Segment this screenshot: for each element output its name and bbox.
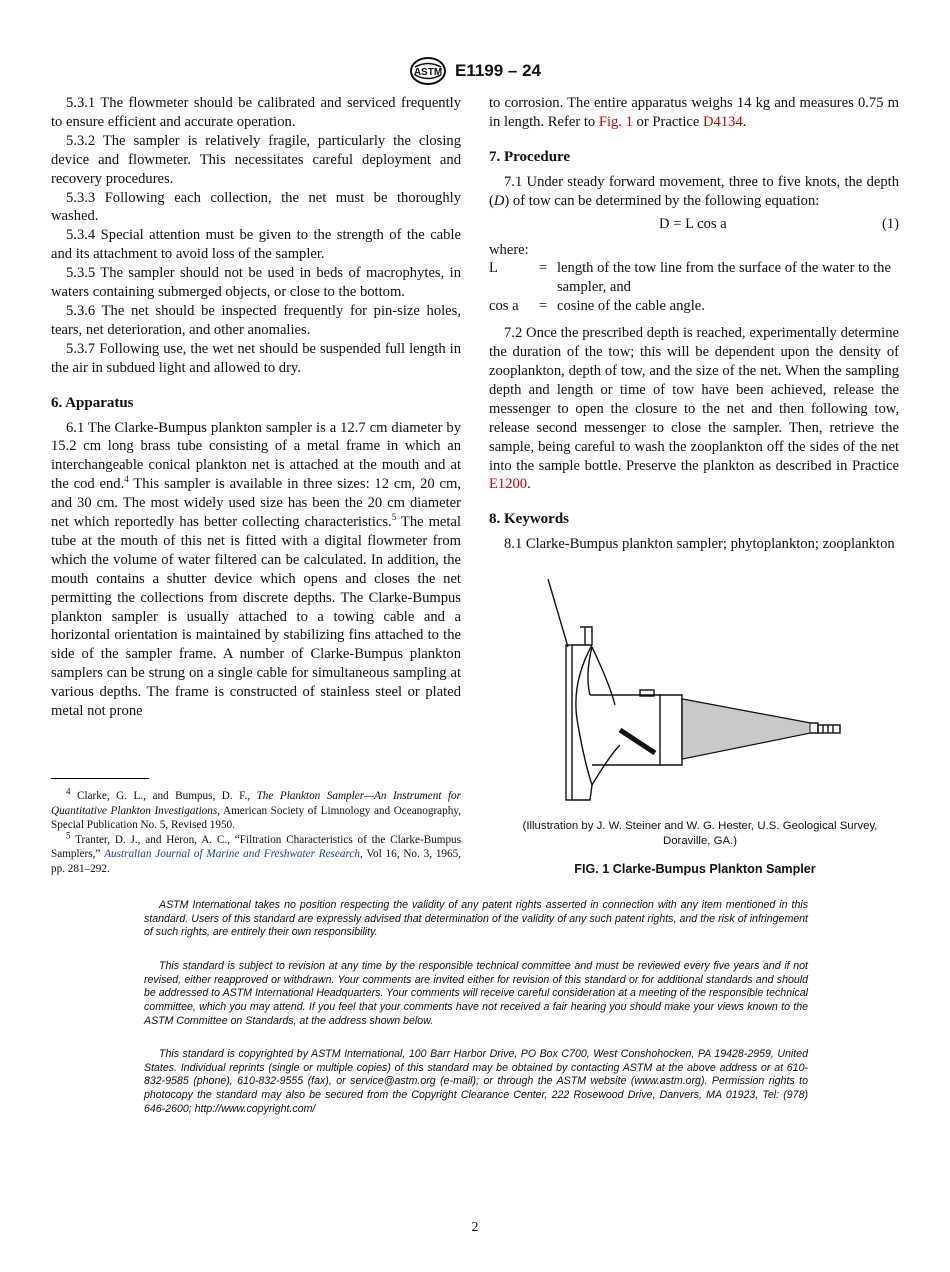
text-segment: , American Society of Limnology and Oceanography, Special Publication No. 5, Revised 1950.: [51, 804, 461, 832]
keywords-heading: 8. Keywords: [489, 511, 569, 528]
page-number: 2: [471, 1220, 479, 1235]
text-segment: to corrosion. The entire apparatus weighs 14 kg and measures 0.75 m in length. Refer to: [489, 95, 899, 130]
fig-1-link[interactable]: Fig. 1: [598, 113, 633, 130]
clarke-bumpus-sampler-illustration: [530, 575, 850, 810]
footnote-5: [51, 830, 461, 877]
apparatus-heading: 6. Apparatus: [51, 394, 134, 411]
paragraph-5-3-4: 5.3.4 Special attention must be given to the strength of the cable and its attachment to avoid loss of the sampler.: [51, 227, 461, 263]
text-segment: ) of tow can be determined by the following equation:: [504, 192, 820, 209]
definition-symbol: cos a: [489, 298, 519, 315]
astm-logo-icon: [409, 56, 447, 86]
paragraph-6-1: [51, 419, 461, 722]
journal-link[interactable]: Australian Journal of Marine and Freshwater Research: [104, 848, 360, 861]
footnote-mark: 4: [66, 786, 71, 797]
svg-text:ASTM: ASTM: [413, 67, 443, 78]
paragraph-5-3-6: 5.3.6 The net should be inspected frequently for pin-size holes, tears, net deterioration, and other anomalies.: [51, 302, 461, 338]
text-segment: Clarke, G. L., and Bumpus, D. F.,: [70, 790, 257, 802]
paragraph-8-1: 8.1 Clarke-Bumpus plankton sampler; phytoplankton; zooplankton: [504, 536, 895, 553]
paragraph-7-2: [489, 324, 899, 494]
page-header: [0, 56, 950, 86]
footnote-divider: [51, 778, 149, 779]
procedure-heading: 7. Procedure: [489, 148, 571, 165]
definition-equals: =: [538, 260, 548, 277]
notice-text: ASTM International takes no position respecting the validity of any patent rights asserted in connection with any item mentioned in this standard. Users of this standard are expressly advised that determination of the validity of any such patent rights, and the risk of infringement of such rights, are entirely their own responsibility.: [144, 899, 808, 939]
footnote-title: The Plankton Sampler—An Instrument for Quantitative Plankton Investigations: [51, 790, 461, 817]
footnote-4: [51, 786, 461, 833]
patent-notice: [144, 899, 808, 940]
e1200-link[interactable]: E1200: [489, 476, 528, 493]
text-segment: This sampler is available in three sizes: 12 cm, 20 cm, and 30 cm. The most widely used size has been the 20 cm diameter net which reportedly has better collecting characteristics.: [51, 476, 462, 531]
text-segment: Tranter, D. J., and Heron, A. C., “Filtration Characteristics of the Clarke-Bumpus Samplers,”: [51, 833, 461, 861]
notice-text: This standard is copyrighted by ASTM International, 100 Barr Harbor Drive, PO Box C700, West Conshohocken, PA 19428-2959, United States. Individual reprints (single or multiple copies) of this standard may be obtained by contacting ASTM at the above address or at 610-832-9585 (phone), 610-832-9555 (fax), or service@astm.org (e-mail); or through the ASTM website (www.astm.org). Permission rights to photocopy the standard may also be secured from the Copyright Clearance Center, 222 Rosewood Drive, Danvers, MA 01923, Tel: (978) 646-2600; http://www.copyright.com/: [144, 1048, 808, 1115]
figure-credit: (Illustration by J. W. Steiner and W. G. Hester, U.S. Geological Survey, Doraville, GA.): [522, 820, 878, 847]
notice-text: This standard is subject to revision at any time by the responsible technical committee and must be reviewed every five years and if not revised, either reapproved or withdrawn. Your comments are invited either for revision of this standard or for additional standards and should be addressed to ASTM International Headquarters. Your comments will receive careful consideration at a meeting of the responsible technical committee, which you may attend. If you feel that your comments have not received a fair hearing you should make your views known to the ASTM Committee on Standards, at the address shown below.: [144, 960, 808, 1027]
figure-title: FIG. 1 Clarke-Bumpus Plankton Sampler: [574, 862, 816, 876]
paragraph-5-3-5: 5.3.5 The sampler should not be used in beds of macrophytes, in waters containing submerged objects, or close to the bottom.: [51, 265, 461, 301]
text-segment: 7.2 Once the prescribed depth is reached, experimentally determine the duration of the tow; this will be dependent upon the density of zooplankton, depth of tow, and the size of the net. When the sampling depth and length or time of tow have been achieved, release the messenger to open the closure to the net and then following tow, release second messenger to close the sampler. Then, retrieve the sample, being careful to wash the zooplankton off the sides of the net into the sample bottle. Preserve the plankton as described in Practice: [489, 325, 899, 474]
footnote-ref-4[interactable]: 4: [124, 474, 129, 485]
paragraph-5-3-7: 5.3.7 Following use, the wet net should be suspended full length in the air in subdued light and allowed to dry.: [51, 340, 461, 376]
right-column: [489, 94, 899, 554]
definition-text: cosine of the cable angle.: [557, 298, 705, 315]
footnote-ref-5[interactable]: 5: [391, 512, 397, 523]
standard-code: E1199 – 24: [454, 61, 542, 80]
text-segment: .: [742, 113, 747, 130]
definition-equals: =: [538, 298, 548, 315]
definition-row: [489, 297, 899, 316]
left-column: [51, 94, 461, 721]
definition-symbol: L: [489, 260, 498, 277]
d4134-link[interactable]: D4134: [703, 113, 743, 130]
text-segment: or Practice: [632, 113, 704, 130]
apparatus-continuation: [489, 94, 899, 132]
copyright-notice: [144, 1048, 808, 1117]
equation-1: [489, 215, 899, 237]
text-segment: 7.1 Under steady forward movement, three to five knots, the depth (: [489, 173, 899, 209]
definition-row: [489, 259, 899, 297]
footnotes: [51, 786, 461, 877]
text-segment: The metal tube at the mouth of this net is fitted with a digital flowmeter from which the volume of water filtered can be calculated. In addition, the mouth contains a shutter device which opens and closes the net permitting the collections from discrete depths. The Clarke-Bumpus plankton sampler is usually attached to a towing cable and a horizontal orientation is maintained by stabilizing fins attached to the side of the sampler frame. A number of Clarke-Bumpus plankton samplers can be strung on a single cable for simultaneous sampling at various depths. The frame is constructed of stainless steel or plated metal not prone: [51, 514, 461, 720]
variable-d: D: [493, 192, 505, 209]
paragraph-5-3-2: 5.3.2 The sampler is relatively fragile, particularly the closing device and flowmeter. This necessitates careful deployment and recovery procedures.: [51, 132, 461, 187]
footnote-mark: 5: [66, 830, 71, 841]
paragraph-7-1: [489, 173, 899, 211]
text-segment: , Vol 16, No. 3, 1965, pp. 281–292.: [51, 848, 461, 875]
text-segment: 6.1 The Clarke-Bumpus plankton sampler is a 12.7 cm diameter by 15.2 cm long brass tube consisting of a metal frame in which an interchangeable conical plankton net is attached at the mouth and at the cod end.: [51, 419, 461, 493]
where-label: where:: [489, 241, 529, 258]
paragraph-5-3-1: 5.3.1 The flowmeter should be calibrated and serviced frequently to ensure efficient and accurate operation.: [51, 95, 461, 130]
definition-text: length of the tow line from the surface of the water to the sampler, and: [557, 260, 891, 296]
equation-number: (1): [881, 215, 899, 232]
revision-notice: [144, 960, 808, 1029]
equation-formula: D = L cos a: [659, 215, 727, 232]
paragraph-5-3-3: 5.3.3 Following each collection, the net must be thoroughly washed.: [51, 189, 461, 225]
text-segment: .: [527, 476, 531, 493]
